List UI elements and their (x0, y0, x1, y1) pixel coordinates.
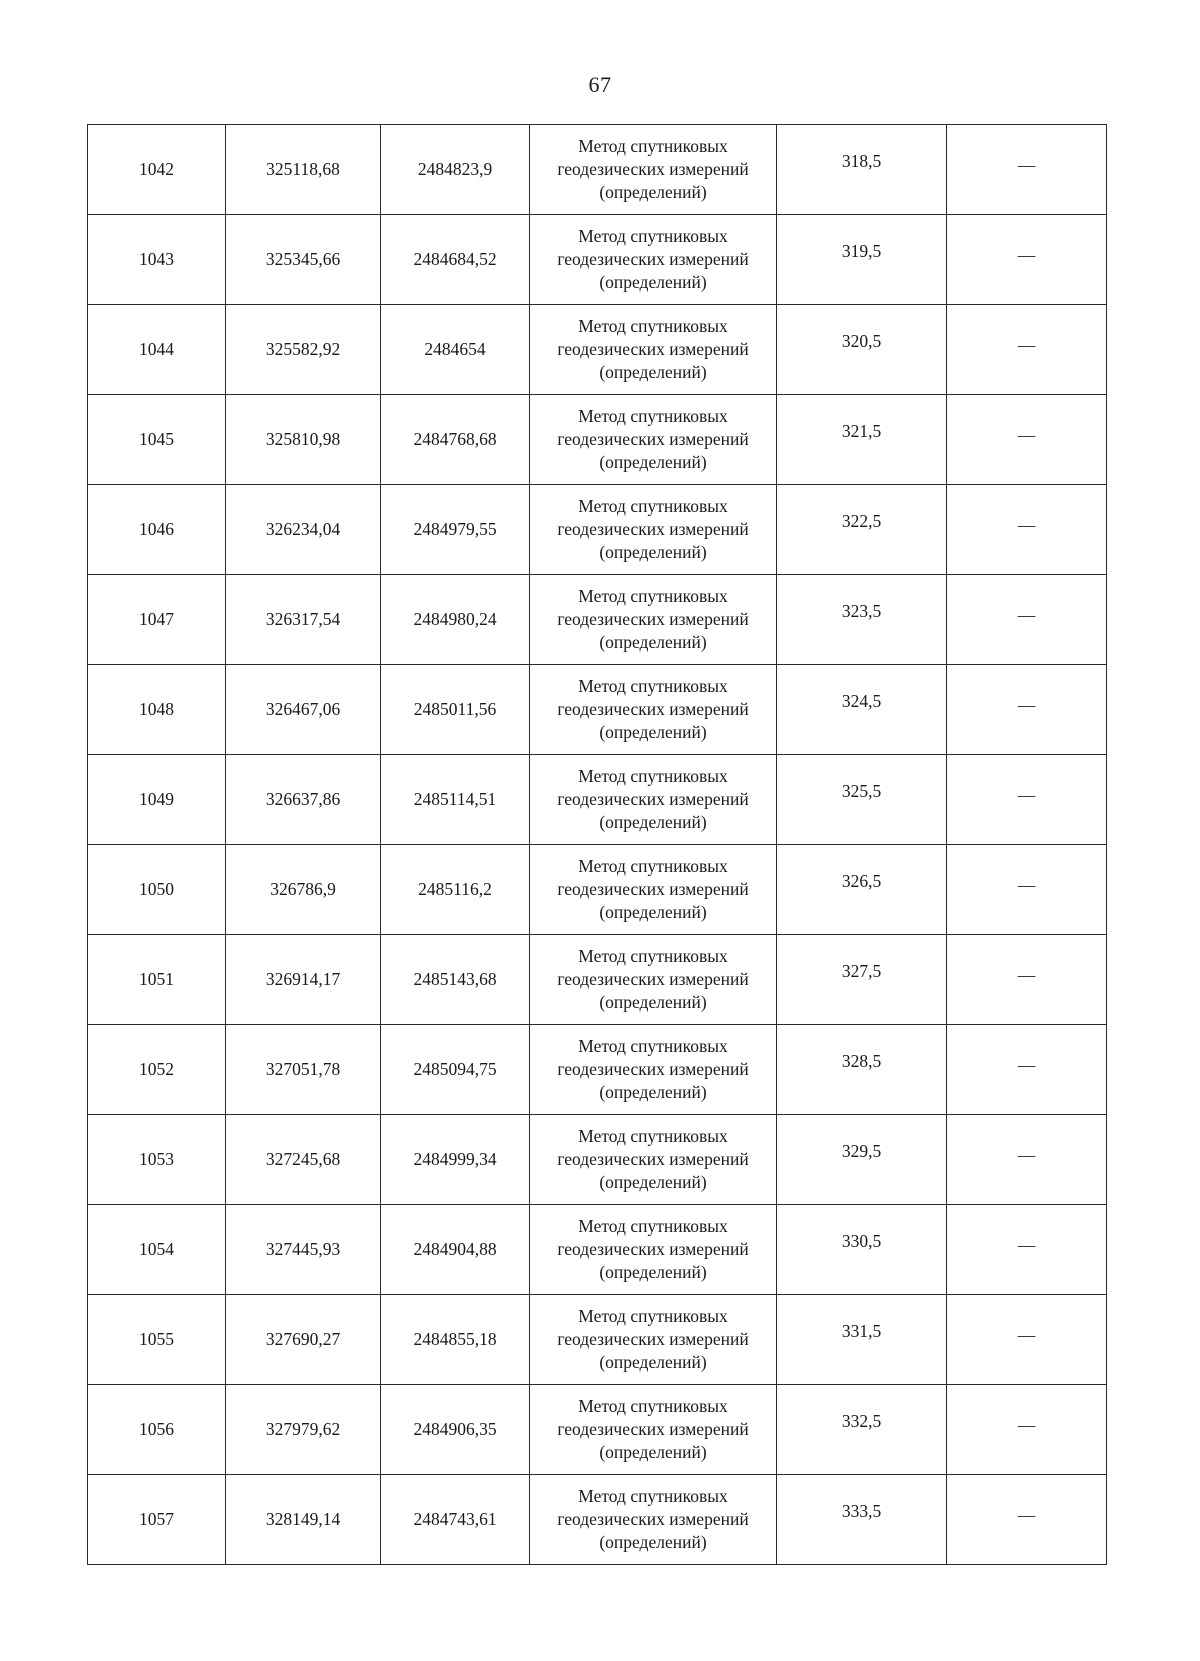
method-line-3: (определений) (599, 542, 707, 562)
method-cell (530, 755, 777, 845)
point-number-cell: 1050 (88, 845, 226, 935)
table-row (88, 125, 1107, 215)
accuracy-cell (777, 575, 947, 665)
method-line-3: (определений) (599, 1082, 707, 1102)
method-cell (530, 485, 777, 575)
table-row (88, 305, 1107, 395)
method-cell (530, 1295, 777, 1385)
table-row (88, 1205, 1107, 1295)
y-coordinate-cell: 2484855,18 (381, 1295, 530, 1385)
method-line-1: Метод спутниковых (578, 316, 728, 336)
note-cell (947, 935, 1107, 1025)
point-number-cell: 1045 (88, 395, 226, 485)
method-line-3: (определений) (599, 902, 707, 922)
method-line-3: (определений) (599, 182, 707, 202)
x-coordinate-cell: 327445,93 (226, 1205, 381, 1295)
point-number-cell: 1048 (88, 665, 226, 755)
note-dash: — (1017, 1505, 1036, 1525)
method-line-1: Метод спутниковых (578, 766, 728, 786)
method-line-3: (определений) (599, 1262, 707, 1282)
table-row (88, 485, 1107, 575)
table-row (88, 575, 1107, 665)
accuracy-value: 318,5 (841, 151, 882, 171)
method-line-2: геодезических измерений (557, 699, 749, 719)
note-dash: — (1017, 875, 1036, 895)
note-dash: — (1017, 245, 1036, 265)
method-line-3: (определений) (599, 1442, 707, 1462)
note-cell (947, 1025, 1107, 1115)
point-number-cell: 1057 (88, 1475, 226, 1565)
method-line-2: геодезических измерений (557, 609, 749, 629)
x-coordinate-cell: 326637,86 (226, 755, 381, 845)
accuracy-cell (777, 1205, 947, 1295)
method-line-3: (определений) (599, 722, 707, 742)
method-cell (530, 1025, 777, 1115)
accuracy-value: 331,5 (841, 1321, 882, 1341)
point-number-cell: 1052 (88, 1025, 226, 1115)
method-line-3: (определений) (599, 812, 707, 832)
point-number-cell: 1049 (88, 755, 226, 845)
table-row (88, 845, 1107, 935)
accuracy-cell (777, 215, 947, 305)
accuracy-value: 330,5 (841, 1231, 882, 1251)
y-coordinate-cell: 2484743,61 (381, 1475, 530, 1565)
x-coordinate-cell: 326786,9 (226, 845, 381, 935)
method-line-3: (определений) (599, 362, 707, 382)
method-line-1: Метод спутниковых (578, 1486, 728, 1506)
accuracy-value: 322,5 (841, 511, 882, 531)
accuracy-value: 333,5 (841, 1501, 882, 1521)
method-line-2: геодезических измерений (557, 1239, 749, 1259)
point-number-cell: 1044 (88, 305, 226, 395)
x-coordinate-cell: 325582,92 (226, 305, 381, 395)
method-cell (530, 395, 777, 485)
accuracy-cell (777, 125, 947, 215)
method-line-2: геодезических измерений (557, 969, 749, 989)
accuracy-value: 328,5 (841, 1051, 882, 1071)
method-line-1: Метод спутниковых (578, 1126, 728, 1146)
method-line-1: Метод спутниковых (578, 1396, 728, 1416)
note-cell (947, 665, 1107, 755)
y-coordinate-cell: 2484999,34 (381, 1115, 530, 1205)
note-dash: — (1017, 605, 1036, 625)
accuracy-cell (777, 1295, 947, 1385)
x-coordinate-cell: 326467,06 (226, 665, 381, 755)
method-cell (530, 935, 777, 1025)
point-number-cell: 1054 (88, 1205, 226, 1295)
method-line-3: (определений) (599, 1532, 707, 1552)
note-cell (947, 845, 1107, 935)
table-row (88, 1115, 1107, 1205)
accuracy-value: 321,5 (841, 421, 882, 441)
accuracy-cell (777, 935, 947, 1025)
y-coordinate-cell: 2485114,51 (381, 755, 530, 845)
method-line-1: Метод спутниковых (578, 136, 728, 156)
accuracy-cell (777, 665, 947, 755)
table-row (88, 665, 1107, 755)
point-number-cell: 1051 (88, 935, 226, 1025)
note-dash: — (1017, 335, 1036, 355)
method-line-1: Метод спутниковых (578, 856, 728, 876)
note-dash: — (1017, 695, 1036, 715)
y-coordinate-cell: 2484654 (381, 305, 530, 395)
x-coordinate-cell: 327979,62 (226, 1385, 381, 1475)
method-cell (530, 665, 777, 755)
method-line-2: геодезических измерений (557, 1059, 749, 1079)
note-dash: — (1017, 1055, 1036, 1075)
method-cell (530, 305, 777, 395)
point-number-cell: 1043 (88, 215, 226, 305)
table-row (88, 1295, 1107, 1385)
accuracy-cell (777, 395, 947, 485)
table-row (88, 755, 1107, 845)
y-coordinate-cell: 2485116,2 (381, 845, 530, 935)
note-dash: — (1017, 785, 1036, 805)
accuracy-value: 324,5 (841, 691, 882, 711)
accuracy-cell (777, 1385, 947, 1475)
method-line-3: (определений) (599, 632, 707, 652)
coordinates-table (87, 124, 1107, 1565)
x-coordinate-cell: 327051,78 (226, 1025, 381, 1115)
point-number-cell: 1042 (88, 125, 226, 215)
y-coordinate-cell: 2485011,56 (381, 665, 530, 755)
method-line-1: Метод спутниковых (578, 226, 728, 246)
method-line-3: (определений) (599, 1172, 707, 1192)
method-line-2: геодезических измерений (557, 1329, 749, 1349)
accuracy-value: 332,5 (841, 1411, 882, 1431)
table-row (88, 215, 1107, 305)
x-coordinate-cell: 328149,14 (226, 1475, 381, 1565)
method-line-1: Метод спутниковых (578, 1306, 728, 1326)
accuracy-value: 325,5 (841, 781, 882, 801)
note-dash: — (1017, 1325, 1036, 1345)
x-coordinate-cell: 326914,17 (226, 935, 381, 1025)
method-line-1: Метод спутниковых (578, 406, 728, 426)
method-cell (530, 1475, 777, 1565)
x-coordinate-cell: 327245,68 (226, 1115, 381, 1205)
method-line-1: Метод спутниковых (578, 586, 728, 606)
note-dash: — (1017, 1415, 1036, 1435)
method-line-2: геодезических измерений (557, 1509, 749, 1529)
note-cell (947, 1115, 1107, 1205)
method-line-2: геодезических измерений (557, 519, 749, 539)
note-dash: — (1017, 1235, 1036, 1255)
x-coordinate-cell: 326234,04 (226, 485, 381, 575)
note-cell (947, 1385, 1107, 1475)
method-cell (530, 125, 777, 215)
note-cell (947, 1475, 1107, 1565)
y-coordinate-cell: 2484768,68 (381, 395, 530, 485)
note-cell (947, 485, 1107, 575)
point-number-cell: 1053 (88, 1115, 226, 1205)
point-number-cell: 1056 (88, 1385, 226, 1475)
method-line-2: геодезических измерений (557, 1419, 749, 1439)
method-line-3: (определений) (599, 992, 707, 1012)
table-row (88, 1385, 1107, 1475)
y-coordinate-cell: 2484684,52 (381, 215, 530, 305)
accuracy-value: 320,5 (841, 331, 882, 351)
accuracy-cell (777, 1025, 947, 1115)
method-line-2: геодезических измерений (557, 1149, 749, 1169)
method-line-3: (определений) (599, 452, 707, 472)
method-line-2: геодезических измерений (557, 249, 749, 269)
y-coordinate-cell: 2484980,24 (381, 575, 530, 665)
method-line-2: геодезических измерений (557, 429, 749, 449)
method-line-2: геодезических измерений (557, 159, 749, 179)
accuracy-value: 326,5 (841, 871, 882, 891)
point-number-cell: 1047 (88, 575, 226, 665)
accuracy-value: 327,5 (841, 961, 882, 981)
note-cell (947, 305, 1107, 395)
note-cell (947, 125, 1107, 215)
note-cell (947, 215, 1107, 305)
note-cell (947, 395, 1107, 485)
method-cell (530, 215, 777, 305)
method-line-2: геодезических измерений (557, 339, 749, 359)
method-cell (530, 1205, 777, 1295)
note-dash: — (1017, 965, 1036, 985)
method-line-1: Метод спутниковых (578, 676, 728, 696)
method-line-1: Метод спутниковых (578, 1216, 728, 1236)
method-line-1: Метод спутниковых (578, 496, 728, 516)
table-row (88, 1025, 1107, 1115)
method-cell (530, 575, 777, 665)
note-dash: — (1017, 515, 1036, 535)
x-coordinate-cell: 325118,68 (226, 125, 381, 215)
y-coordinate-cell: 2484906,35 (381, 1385, 530, 1475)
method-line-1: Метод спутниковых (578, 1036, 728, 1056)
note-dash: — (1017, 425, 1036, 445)
method-cell (530, 1115, 777, 1205)
table-row (88, 1475, 1107, 1565)
method-line-2: геодезических измерений (557, 879, 749, 899)
x-coordinate-cell: 325345,66 (226, 215, 381, 305)
note-cell (947, 1205, 1107, 1295)
point-number-cell: 1046 (88, 485, 226, 575)
note-dash: — (1017, 1145, 1036, 1165)
note-cell (947, 575, 1107, 665)
y-coordinate-cell: 2484823,9 (381, 125, 530, 215)
method-line-2: геодезических измерений (557, 789, 749, 809)
note-cell (947, 755, 1107, 845)
method-line-3: (определений) (599, 1352, 707, 1372)
method-cell (530, 1385, 777, 1475)
y-coordinate-cell: 2485094,75 (381, 1025, 530, 1115)
table-row (88, 935, 1107, 1025)
accuracy-cell (777, 485, 947, 575)
accuracy-cell (777, 1115, 947, 1205)
accuracy-value: 323,5 (841, 601, 882, 621)
x-coordinate-cell: 325810,98 (226, 395, 381, 485)
point-number-cell: 1055 (88, 1295, 226, 1385)
y-coordinate-cell: 2484904,88 (381, 1205, 530, 1295)
accuracy-cell (777, 1475, 947, 1565)
accuracy-value: 319,5 (841, 241, 882, 261)
x-coordinate-cell: 327690,27 (226, 1295, 381, 1385)
x-coordinate-cell: 326317,54 (226, 575, 381, 665)
note-cell (947, 1295, 1107, 1385)
y-coordinate-cell: 2485143,68 (381, 935, 530, 1025)
table-body (88, 125, 1107, 1565)
table-row (88, 395, 1107, 485)
accuracy-cell (777, 845, 947, 935)
accuracy-cell (777, 755, 947, 845)
y-coordinate-cell: 2484979,55 (381, 485, 530, 575)
note-dash: — (1017, 155, 1036, 175)
accuracy-cell (777, 305, 947, 395)
method-line-1: Метод спутниковых (578, 946, 728, 966)
accuracy-value: 329,5 (841, 1141, 882, 1161)
page-number: 67 (588, 72, 612, 97)
method-line-3: (определений) (599, 272, 707, 292)
method-cell (530, 845, 777, 935)
